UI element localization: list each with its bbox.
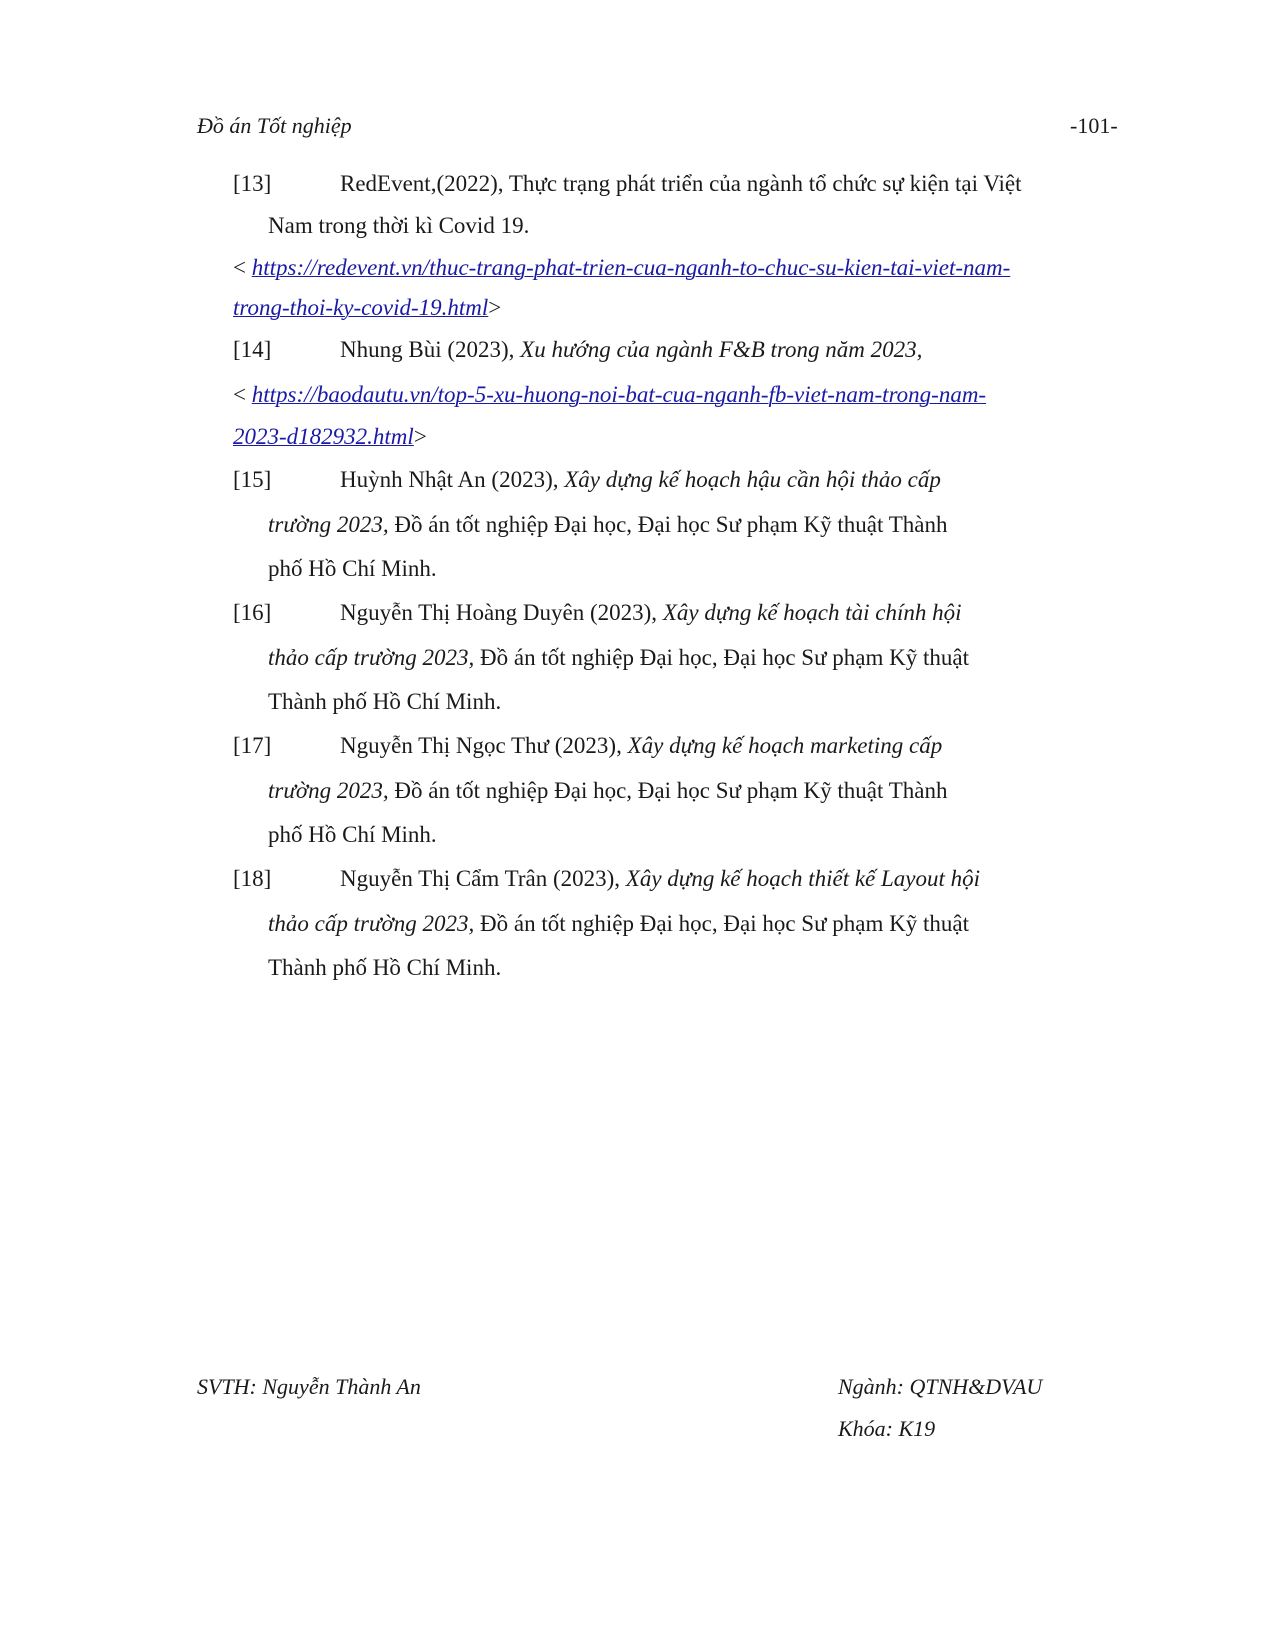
reference-text (268, 777, 948, 805)
reference-title: Xây dựng kế hoạch thiết kế Layout hội (625, 866, 981, 891)
footer-student: SVTH: Nguyễn Thành An (197, 1374, 421, 1399)
reference-text (340, 732, 942, 760)
reference-title: thảo cấp trường 2023, (268, 645, 475, 670)
reference-title: thảo cấp trường 2023, (268, 911, 475, 936)
reference-number: [18] (233, 866, 272, 891)
reference-text (340, 599, 962, 627)
reference-author: Nhung Bùi (2023), (340, 337, 521, 362)
reference-source: Đồ án tốt nghiệp Đại học, Đại học Sư phạm Kỹ thuật (474, 645, 970, 670)
reference-title: trường 2023, (268, 778, 389, 803)
reference-url-line (233, 294, 501, 322)
reference-url-line (233, 381, 986, 409)
reference-title: Xây dựng kế hoạch tài chính hội (662, 600, 962, 625)
reference-link[interactable]: https://redevent.vn/thuc-trang-phat-trien-cua-nganh-to-chuc-su-kien-tai-viet-nam- (251, 255, 1011, 280)
reference-text: Thành phố Hồ Chí Minh. (268, 689, 502, 714)
reference-number: [17] (233, 733, 272, 758)
reference-title: Xây dựng kế hoạch hậu cần hội thảo cấp (564, 467, 941, 492)
reference-source: Đồ án tốt nghiệp Đại học, Đại học Sư phạm Kỹ thuật Thành (388, 778, 948, 803)
reference-source: Đồ án tốt nghiệp Đại học, Đại học Sư phạm Kỹ thuật Thành (388, 512, 948, 537)
reference-link[interactable]: https://baodautu.vn/top-5-xu-huong-noi-bat-cua-nganh-fb-viet-nam-trong-nam- (251, 382, 987, 407)
reference-title: Xu hướng của ngành F&B trong năm 2023, (520, 337, 923, 362)
reference-text (268, 511, 948, 539)
reference-text: phố Hồ Chí Minh. (268, 822, 437, 847)
reference-author: Nguyễn Thị Ngọc Thư (2023), (340, 733, 628, 758)
reference-author: Nguyễn Thị Hoàng Duyên (2023), (340, 600, 663, 625)
reference-url-line (233, 254, 1010, 282)
page-number: -101- (1070, 113, 1118, 138)
reference-link[interactable]: trong-thoi-ky-covid-19.html (233, 295, 489, 320)
reference-text: Nam trong thời kì Covid 19. (268, 213, 530, 238)
reference-text: phố Hồ Chí Minh. (268, 556, 437, 581)
reference-text (340, 336, 922, 364)
reference-text: RedEvent,(2022), Thực trạng phát triển của ngành tổ chức sự kiện tại Việt (340, 171, 1022, 196)
reference-title: Xây dựng kế hoạch marketing cấp (627, 733, 943, 758)
angle-bracket-close: > (488, 295, 502, 320)
reference-number: [16] (233, 600, 272, 625)
reference-text (268, 644, 969, 672)
reference-number: [14] (233, 337, 272, 362)
reference-author: Nguyễn Thị Cẩm Trân (2023), (340, 866, 626, 891)
reference-text (340, 466, 941, 494)
reference-link[interactable]: 2023-d182932.html (233, 424, 414, 449)
reference-text: Thành phố Hồ Chí Minh. (268, 955, 502, 980)
reference-author: Huỳnh Nhật An (2023), (340, 467, 565, 492)
reference-text (268, 910, 969, 938)
reference-number: [15] (233, 467, 272, 492)
reference-text (340, 865, 980, 893)
angle-bracket-open: < (233, 382, 252, 407)
reference-number: [13] (233, 171, 272, 196)
reference-title: trường 2023, (268, 512, 389, 537)
angle-bracket-open: < (233, 255, 252, 280)
reference-source: Đồ án tốt nghiệp Đại học, Đại học Sư phạm Kỹ thuật (474, 911, 970, 936)
footer-major: Ngành: QTNH&DVAU (838, 1374, 1043, 1399)
reference-url-line (233, 423, 427, 451)
document-title: Đồ án Tốt nghiệp (197, 113, 352, 138)
angle-bracket-close: > (413, 424, 427, 449)
footer-course: Khóa: K19 (838, 1416, 936, 1441)
